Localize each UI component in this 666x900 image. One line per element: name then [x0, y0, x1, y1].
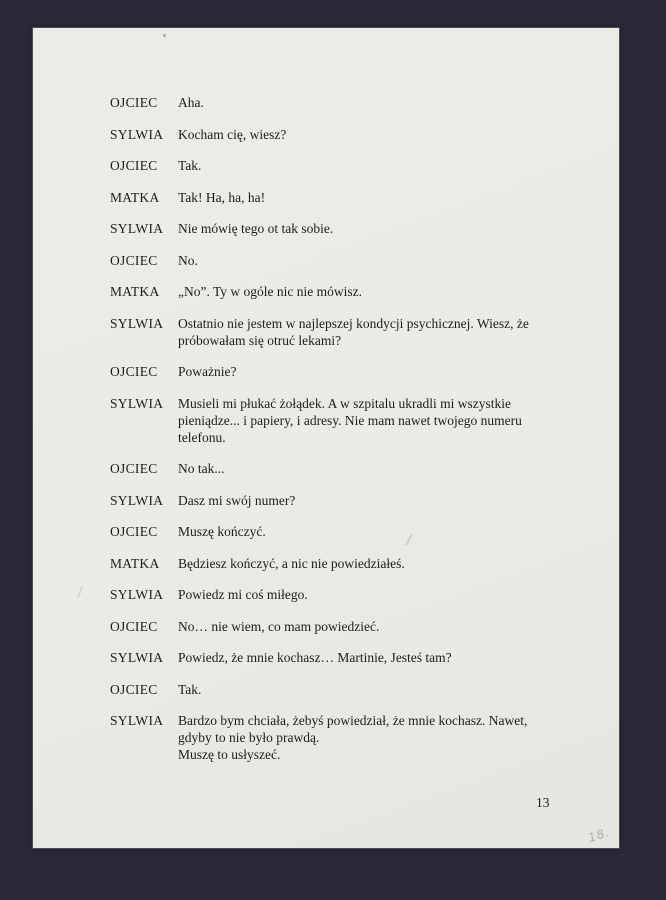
- dialogue-text: [178, 555, 599, 572]
- dialogue-line: Poważnie?: [178, 364, 237, 379]
- dialogue-text: [178, 395, 599, 446]
- dialogue-line: Aha.: [178, 95, 204, 110]
- dialogue-text: [178, 283, 599, 300]
- dialogue-line: Nie mówię tego ot tak sobie.: [178, 221, 334, 236]
- dialogue-entry: [110, 283, 599, 300]
- speaker-name: SYLWIA: [110, 221, 164, 236]
- dialogue-entry: [110, 460, 599, 477]
- speaker-name: OJCIEC: [110, 681, 158, 697]
- dialogue-text: [178, 315, 599, 349]
- speaker-name: OJCIEC: [110, 524, 158, 539]
- dialogue-text: [178, 220, 599, 237]
- dialogue-line: Kocham cię, wiesz?: [178, 126, 287, 142]
- script-page: [33, 28, 619, 848]
- dialogue-entry: [110, 252, 599, 269]
- speaker-name: OJCIEC: [110, 252, 158, 268]
- dialogue-text: [178, 460, 599, 477]
- dialogue-line: No tak...: [178, 461, 225, 476]
- speaker-name: SYLWIA: [110, 713, 164, 728]
- speaker-name: OJCIEC: [110, 461, 158, 476]
- speaker-name: SYLWIA: [110, 492, 164, 508]
- handwritten-page-annotation: 18.: [586, 824, 612, 846]
- dialogue-text: [178, 189, 599, 206]
- dialogue-entry: [110, 157, 599, 174]
- dialogue-line: Muszę kończyć.: [178, 524, 266, 539]
- dialogue-text: [178, 681, 599, 698]
- dialogue-entry: [110, 189, 599, 206]
- page-number: 13: [536, 795, 550, 810]
- dialogue-text: [178, 252, 599, 269]
- dialogue-entry: [110, 681, 599, 698]
- dialogue-entry: [110, 586, 599, 603]
- dialogue-text: [178, 492, 599, 509]
- dialogue-line: No.: [178, 252, 198, 268]
- speaker-name: OJCIEC: [110, 618, 158, 634]
- dialogue-entry: [110, 363, 599, 380]
- dialogue-line: próbowałam się otruć lekami?: [178, 332, 342, 348]
- dialogue-entry: [110, 712, 599, 763]
- dialogue-entry: [110, 94, 599, 111]
- dialogue-text: [178, 523, 599, 540]
- speaker-name: SYLWIA: [110, 315, 164, 331]
- dialogue-text: [178, 94, 599, 111]
- dialogue-line: pieniądze... i papiery, i adresy. Nie mam nawet twojego numeru: [178, 412, 522, 428]
- dialogue-entry: [110, 555, 599, 572]
- dialogue-entry: [110, 618, 599, 635]
- dialogue-line: No… nie wiem, co mam powiedzieć.: [178, 618, 380, 634]
- dialogue-line: Bardzo bym chciała, żebyś powiedział, że mnie kochasz. Nawet,: [178, 713, 528, 728]
- dialogue-text: [178, 126, 599, 143]
- speaker-name: SYLWIA: [110, 650, 164, 665]
- speaker-name: SYLWIA: [110, 126, 164, 142]
- dialogue-entry: [110, 523, 599, 540]
- scan-scratch: [77, 586, 83, 598]
- dialogue-line: Dasz mi swój numer?: [178, 492, 296, 508]
- dialogue-text: [178, 649, 599, 666]
- dialogue-list: [110, 94, 599, 778]
- speaker-name: OJCIEC: [110, 158, 158, 173]
- speaker-name: OJCIEC: [110, 95, 158, 110]
- dialogue-text: [178, 586, 599, 603]
- speaker-name: OJCIEC: [110, 364, 158, 379]
- dialogue-text: [178, 618, 599, 635]
- dialogue-entry: [110, 492, 599, 509]
- dialogue-line: Tak! Ha, ha, ha!: [178, 189, 266, 205]
- dialogue-entry: [110, 126, 599, 143]
- dialogue-line: Ostatnio nie jestem w najlepszej kondycji psychicznej. Wiesz, że: [178, 315, 529, 331]
- dialogue-line: telefonu.: [178, 429, 226, 445]
- dialogue-line: Tak.: [178, 681, 202, 697]
- dialogue-line: Tak.: [178, 158, 202, 173]
- dialogue-line: Powiedz, że mnie kochasz… Martinie, Jesteś tam?: [178, 650, 452, 665]
- dialogue-line: „No”. Ty w ogóle nic nie mówisz.: [178, 284, 363, 299]
- speaker-name: SYLWIA: [110, 395, 164, 411]
- dialogue-text: [178, 363, 599, 380]
- speaker-name: MATKA: [110, 284, 160, 299]
- dialogue-text: [178, 157, 599, 174]
- dialogue-line: gdyby to nie było prawdą.: [178, 730, 320, 745]
- dialogue-entry: [110, 220, 599, 237]
- dialogue-entry: [110, 649, 599, 666]
- dialogue-line: Musieli mi płukać żołądek. A w szpitalu ukradli mi wszystkie: [178, 395, 511, 411]
- dialogue-line: Powiedz mi coś miłego.: [178, 587, 308, 602]
- speaker-name: SYLWIA: [110, 587, 164, 602]
- scan-speck: [163, 34, 166, 37]
- dialogue-line: Będziesz kończyć, a nic nie powiedziałeś.: [178, 555, 405, 571]
- speaker-name: MATKA: [110, 555, 160, 571]
- dialogue-line: Muszę to usłyszeć.: [178, 747, 281, 762]
- dialogue-text: [178, 712, 599, 763]
- speaker-name: MATKA: [110, 189, 160, 205]
- dialogue-entry: [110, 315, 599, 349]
- dialogue-entry: [110, 395, 599, 446]
